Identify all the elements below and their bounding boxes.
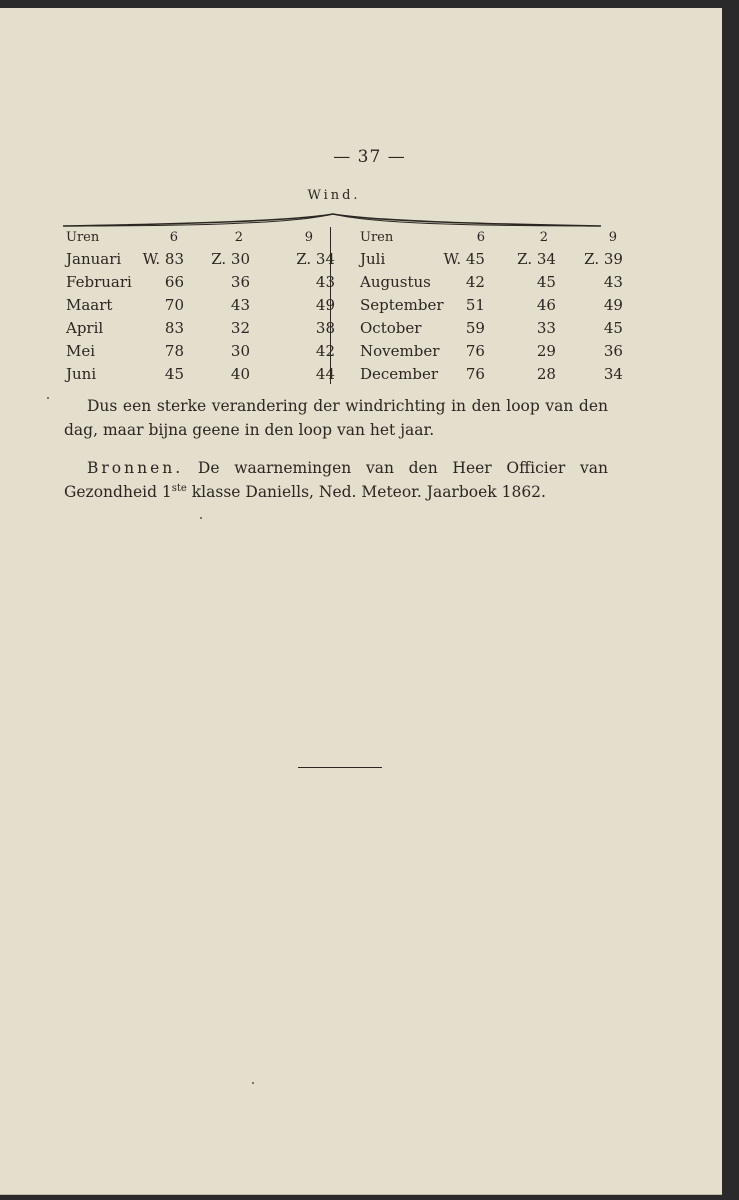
month-cell: Mei — [66, 341, 96, 360]
page-number: — 37 — — [333, 147, 406, 167]
sources-text-a: De waarnemingen van den Heer Officier van Gezondheid 1 — [64, 459, 608, 501]
table-row — [66, 339, 335, 362]
header-cell: 2 — [234, 229, 243, 245]
header-cell: Uren — [360, 229, 394, 245]
value-cell: 34 — [603, 364, 623, 383]
book-page — [0, 8, 722, 1195]
header-cell: 6 — [169, 229, 178, 245]
value-cell: 40 — [230, 364, 250, 383]
value-cell: 46 — [536, 295, 556, 314]
end-rule — [298, 767, 382, 768]
value-cell: W. 45 — [443, 249, 485, 268]
table-header-row — [360, 227, 623, 247]
value-cell: 66 — [164, 272, 184, 291]
month-cell: Juli — [360, 249, 386, 268]
value-cell: 49 — [603, 295, 623, 314]
conclusion-paragraph: Dus een sterke verandering der windrichting in den loop van den dag, maar bijna geene in den loop van het jaar. — [64, 397, 608, 439]
value-cell: 45 — [164, 364, 184, 383]
month-cell: Maart — [66, 295, 113, 314]
table-row — [360, 293, 623, 316]
value-cell: 49 — [315, 295, 335, 314]
value-cell: 83 — [164, 318, 184, 337]
table-row — [66, 247, 335, 270]
wind-table-right — [360, 227, 623, 385]
value-cell: 33 — [536, 318, 556, 337]
value-cell: 43 — [315, 272, 335, 291]
table-row — [66, 316, 335, 339]
sources-paragraph — [64, 456, 608, 504]
month-cell: December — [360, 364, 439, 383]
table-row — [360, 270, 623, 293]
header-cell: 2 — [539, 229, 548, 245]
value-cell: 28 — [536, 364, 556, 383]
table-row — [360, 339, 623, 362]
table-row — [66, 362, 335, 385]
month-cell: November — [360, 341, 440, 360]
value-cell: 30 — [230, 341, 250, 360]
table-header-row — [66, 227, 335, 247]
value-cell: 76 — [465, 364, 485, 383]
value-cell: 78 — [164, 341, 184, 360]
value-cell: 36 — [230, 272, 250, 291]
value-cell: 43 — [603, 272, 623, 291]
header-cell: 9 — [608, 229, 617, 245]
value-cell: 70 — [164, 295, 184, 314]
value-cell: Z. 30 — [211, 249, 250, 268]
value-cell: 59 — [465, 318, 485, 337]
value-cell: Z. 39 — [584, 249, 623, 268]
wind-table-left — [66, 227, 335, 385]
month-cell: Juni — [66, 364, 97, 383]
table-row — [360, 362, 623, 385]
month-cell: Januari — [66, 249, 122, 268]
header-brace — [63, 212, 603, 228]
paper-speck — [252, 1082, 254, 1084]
sources-lead: Bronnen. — [87, 459, 184, 477]
table-row — [360, 247, 623, 270]
month-cell: Augustus — [360, 272, 431, 291]
value-cell: Z. 34 — [517, 249, 556, 268]
table-caption: Wind. — [307, 188, 361, 203]
paper-speck — [47, 397, 49, 399]
value-cell: 44 — [315, 364, 335, 383]
header-cell: Uren — [66, 229, 100, 245]
table-row — [360, 316, 623, 339]
value-cell: 36 — [603, 341, 623, 360]
month-cell: September — [360, 295, 444, 314]
value-cell: 76 — [465, 341, 485, 360]
ordinal-superscript: ste — [171, 482, 187, 494]
value-cell: 32 — [230, 318, 250, 337]
value-cell: 42 — [465, 272, 485, 291]
sources-text-b: klasse Daniells, Ned. Meteor. Jaarboek 1862. — [186, 483, 546, 501]
table-row — [66, 270, 335, 293]
header-cell: 9 — [304, 229, 313, 245]
value-cell: 51 — [465, 295, 485, 314]
value-cell: 43 — [230, 295, 250, 314]
header-cell: 6 — [476, 229, 485, 245]
paper-speck — [200, 517, 202, 519]
value-cell: 29 — [536, 341, 556, 360]
month-cell: October — [360, 318, 422, 337]
value-cell: 38 — [315, 318, 335, 337]
month-cell: Februari — [66, 272, 132, 291]
value-cell: 45 — [603, 318, 623, 337]
value-cell: W. 83 — [142, 249, 184, 268]
table-row — [66, 293, 335, 316]
value-cell: 45 — [536, 272, 556, 291]
value-cell: 42 — [315, 341, 335, 360]
value-cell: Z. 34 — [296, 249, 335, 268]
month-cell: April — [66, 318, 104, 337]
